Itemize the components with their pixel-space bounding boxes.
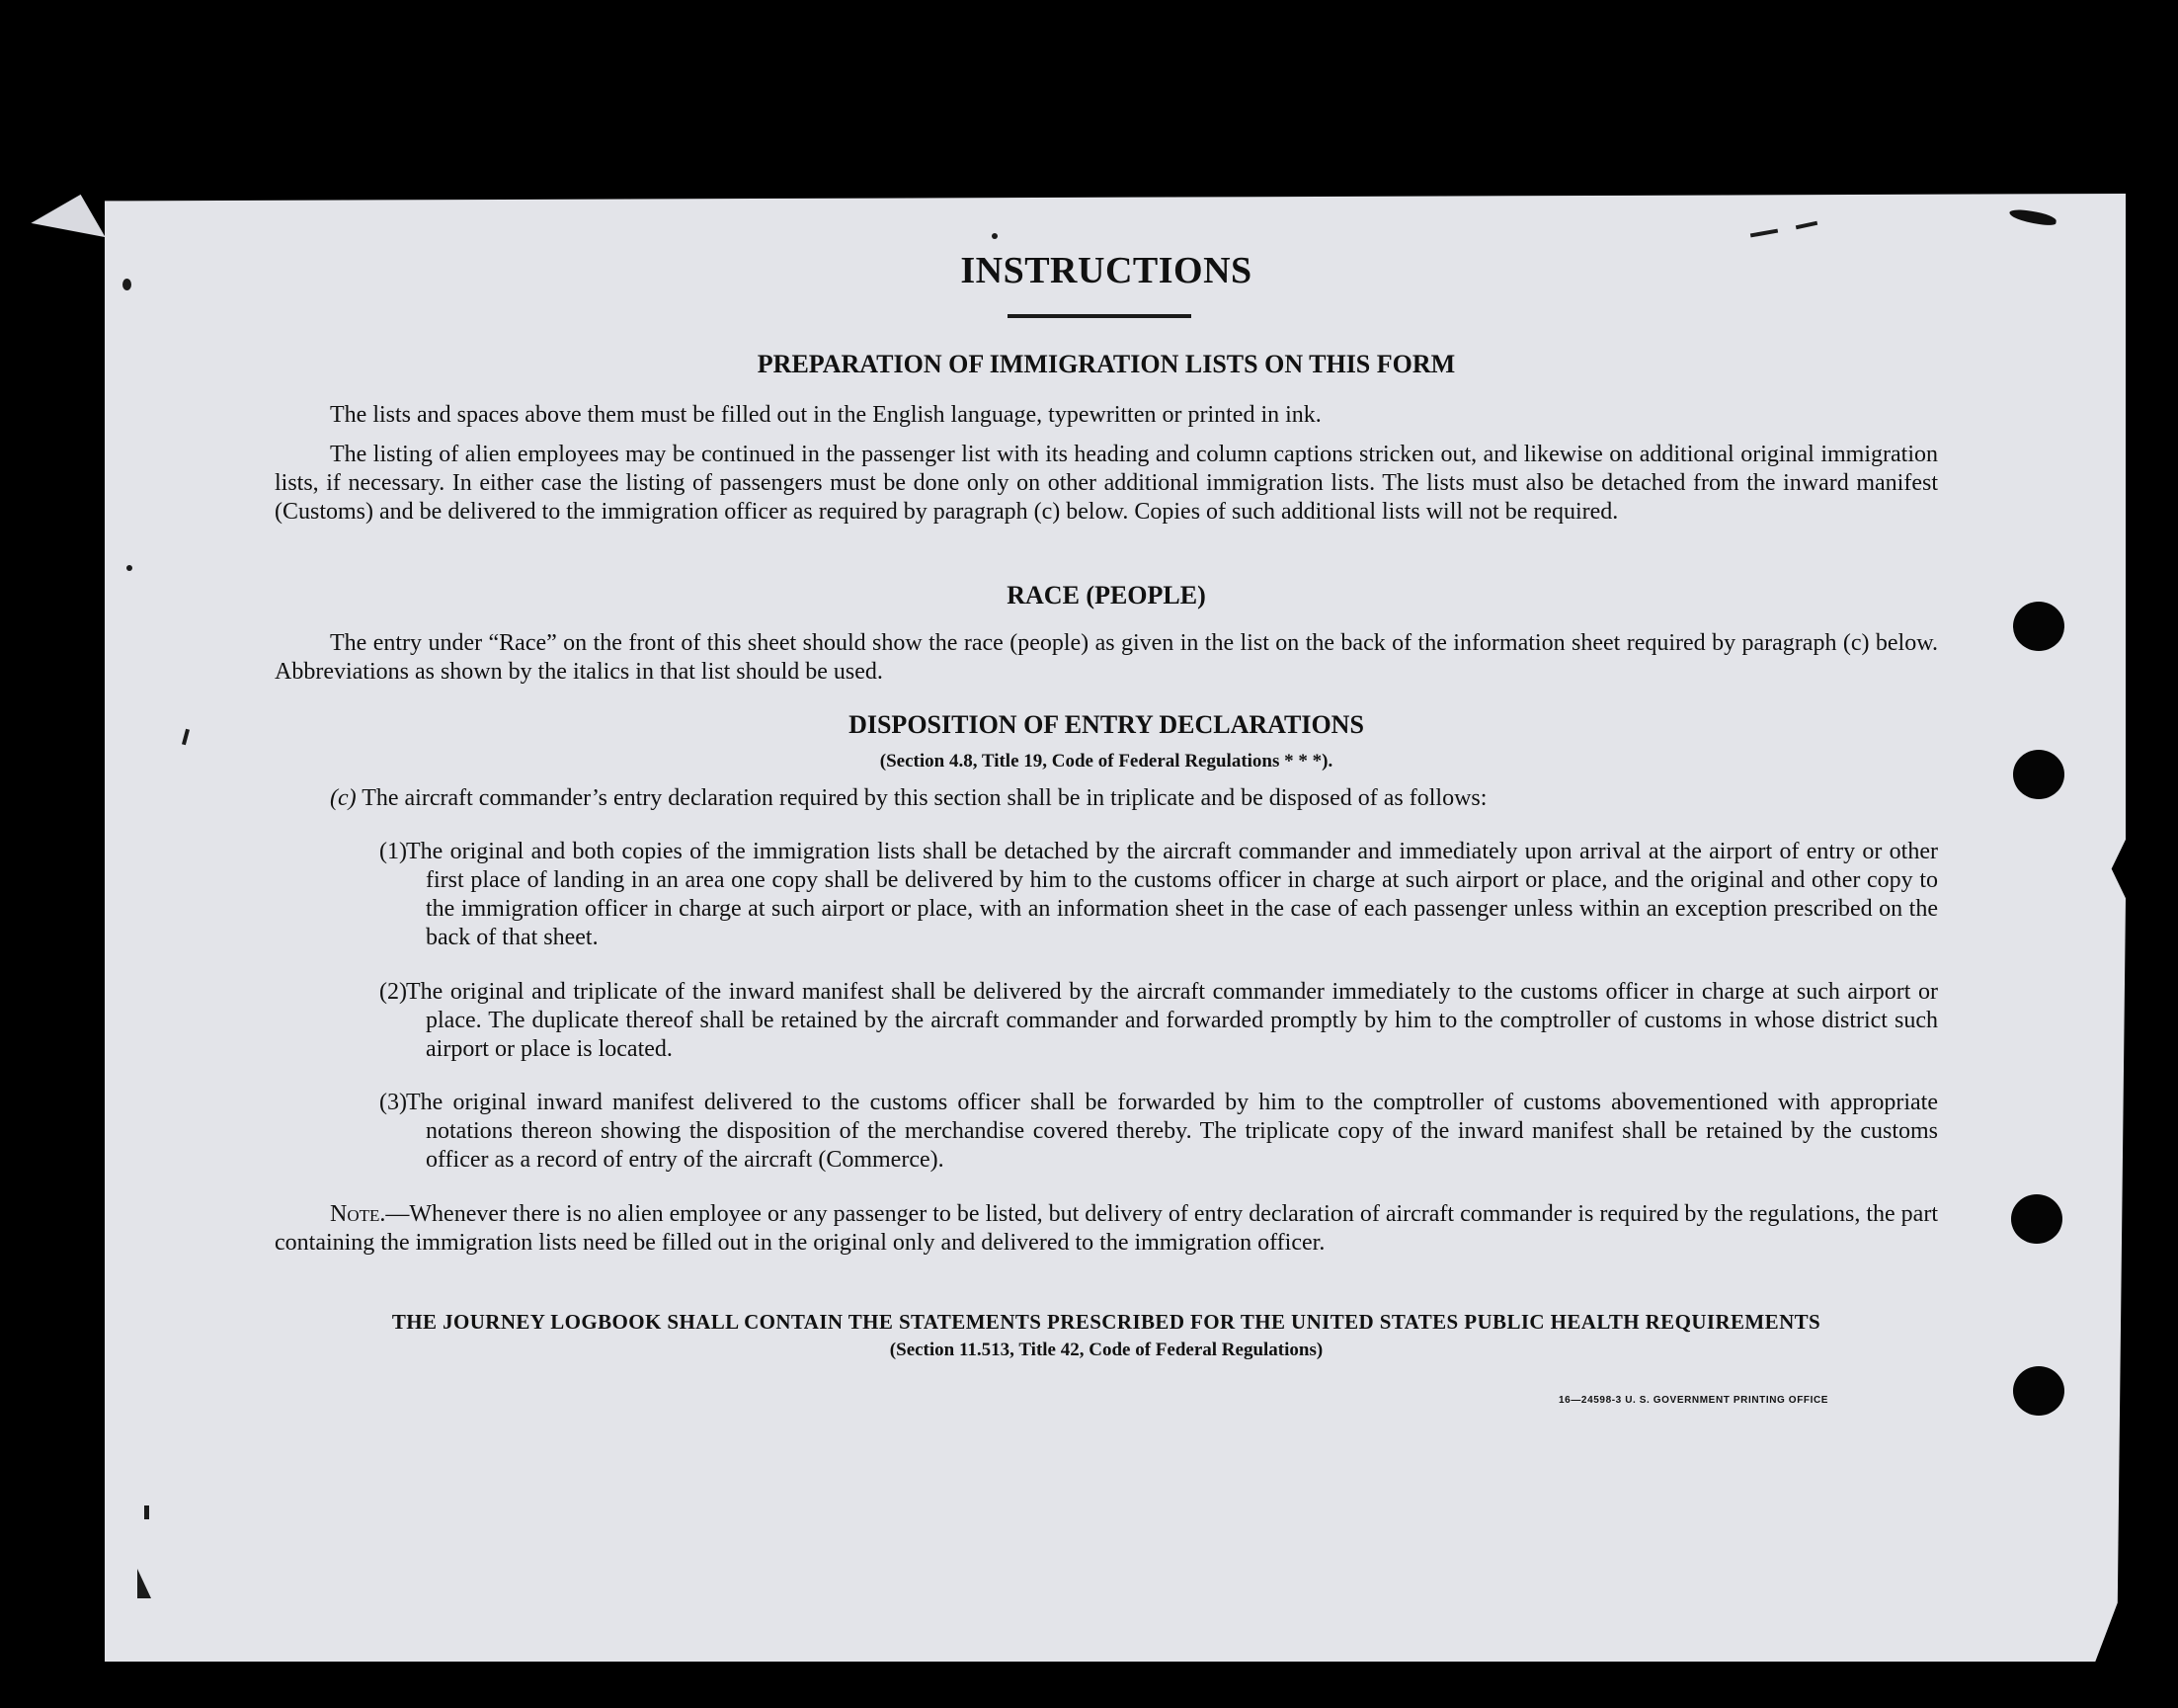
note-text: —Whenever there is no alien employee or any passenger to be listed, but delivery of entry declaration of aircraft commander is required by the regulations, the part containing the immigration lists need be filled out in the original only and delivered to the immigration officer. — [275, 1201, 1938, 1256]
scan-artifact — [992, 233, 998, 239]
heading-preparation: PREPARATION OF IMMIGRATION LISTS ON THIS FORM — [757, 350, 1456, 378]
title-underline — [1008, 314, 1191, 318]
list-item — [379, 838, 1938, 952]
page-title: INSTRUCTIONS — [960, 250, 1252, 291]
punch-hole — [2013, 750, 2064, 799]
item-text-content: The original and both copies of the immigration lists shall be detached by the aircraft commander and immediately upon arrival at the airport of entry or other first place of landing in an area one copy shall be delivered by him to the customs officer in charge at such airport or place, and the original and other copy to the immigration officer in charge at such airport or place, with an information sheet in the case of each passenger unless within an exception prescribed on the back of that sheet. — [406, 839, 1938, 950]
item-number: (1) — [379, 839, 407, 864]
torn-page-corner — [31, 195, 105, 266]
scan-artifact — [122, 279, 131, 290]
list-item — [379, 1089, 1938, 1175]
paragraph-label: (c) — [330, 785, 357, 811]
paragraph-text: The aircraft commander’s entry declaration required by this section shall be in triplicate and be disposed of as follows: — [362, 785, 1488, 811]
paragraph-race: The entry under “Race” on the front of this sheet should show the race (people) as given in the list on the back of the information sheet required by paragraph (c) below. Abbreviations as shown by the italics in that list should be used. — [275, 630, 1938, 685]
paragraph-preparation-1: The lists and spaces above them must be filled out in the English language, typewritten or printed in ink. — [330, 402, 1322, 428]
printer-mark: 16—24598-3 U. S. GOVERNMENT PRINTING OFFICE — [1559, 1395, 1829, 1406]
item-text-content: The original inward manifest delivered to the customs officer shall be forwarded by him to the comptroller of customs abovementioned with appropriate notations thereon showing the disposition of the merchandise covered thereby. The triplicate copy of the inward manifest shall be retained by the customs officer as a record of entry of the aircraft (Commerce). — [406, 1090, 1938, 1173]
footer-citation: (Section 11.513, Title 42, Code of Federal Regulations) — [889, 1340, 1324, 1360]
item-number: (3) — [379, 1090, 407, 1115]
heading-race: RACE (PEOPLE) — [1007, 581, 1206, 610]
item-text — [379, 978, 1938, 1064]
note-label: Note. — [330, 1201, 386, 1227]
paragraph-preparation-2: The listing of alien employees may be continued in the passenger list with its heading and column captions stricken out, and likewise on additional original immigration lists, if necessary. In either case the listing of passengers must be done only on other additional immigration lists. The lists must also be detached from the inward manifest (Customs) and be delivered to the immigration officer as required by paragraph (c) below. Copies of such additional lists will not be required. — [275, 442, 1938, 525]
note-paragraph — [275, 1200, 1938, 1258]
heading-disposition: DISPOSITION OF ENTRY DECLARATIONS — [848, 710, 1364, 739]
item-text — [379, 838, 1938, 952]
punch-hole — [2013, 602, 2064, 651]
item-text — [379, 1089, 1938, 1175]
footer-health-requirements: THE JOURNEY LOGBOOK SHALL CONTAIN THE STATEMENTS PRESCRIBED FOR THE UNITED STATES PUBLIC HEALTH REQUIREMENTS — [391, 1310, 1821, 1334]
list-item — [379, 978, 1938, 1064]
scan-artifact — [126, 565, 132, 571]
paragraph-disposition-intro — [330, 784, 1938, 813]
punch-hole — [2013, 1366, 2064, 1416]
item-number: (2) — [379, 979, 407, 1005]
citation-disposition: (Section 4.8, Title 19, Code of Federal Regulations * * *). — [879, 751, 1333, 772]
item-text-content: The original and triplicate of the inward manifest shall be delivered by the aircraft commander immediately to the customs officer in charge at such airport or place. The duplicate thereof shall be retained by the aircraft commander and forwarded promptly by him to the comptroller of customs in whose district such airport or place is located. — [406, 979, 1938, 1062]
scan-artifact — [144, 1505, 149, 1519]
punch-hole — [2011, 1194, 2062, 1244]
